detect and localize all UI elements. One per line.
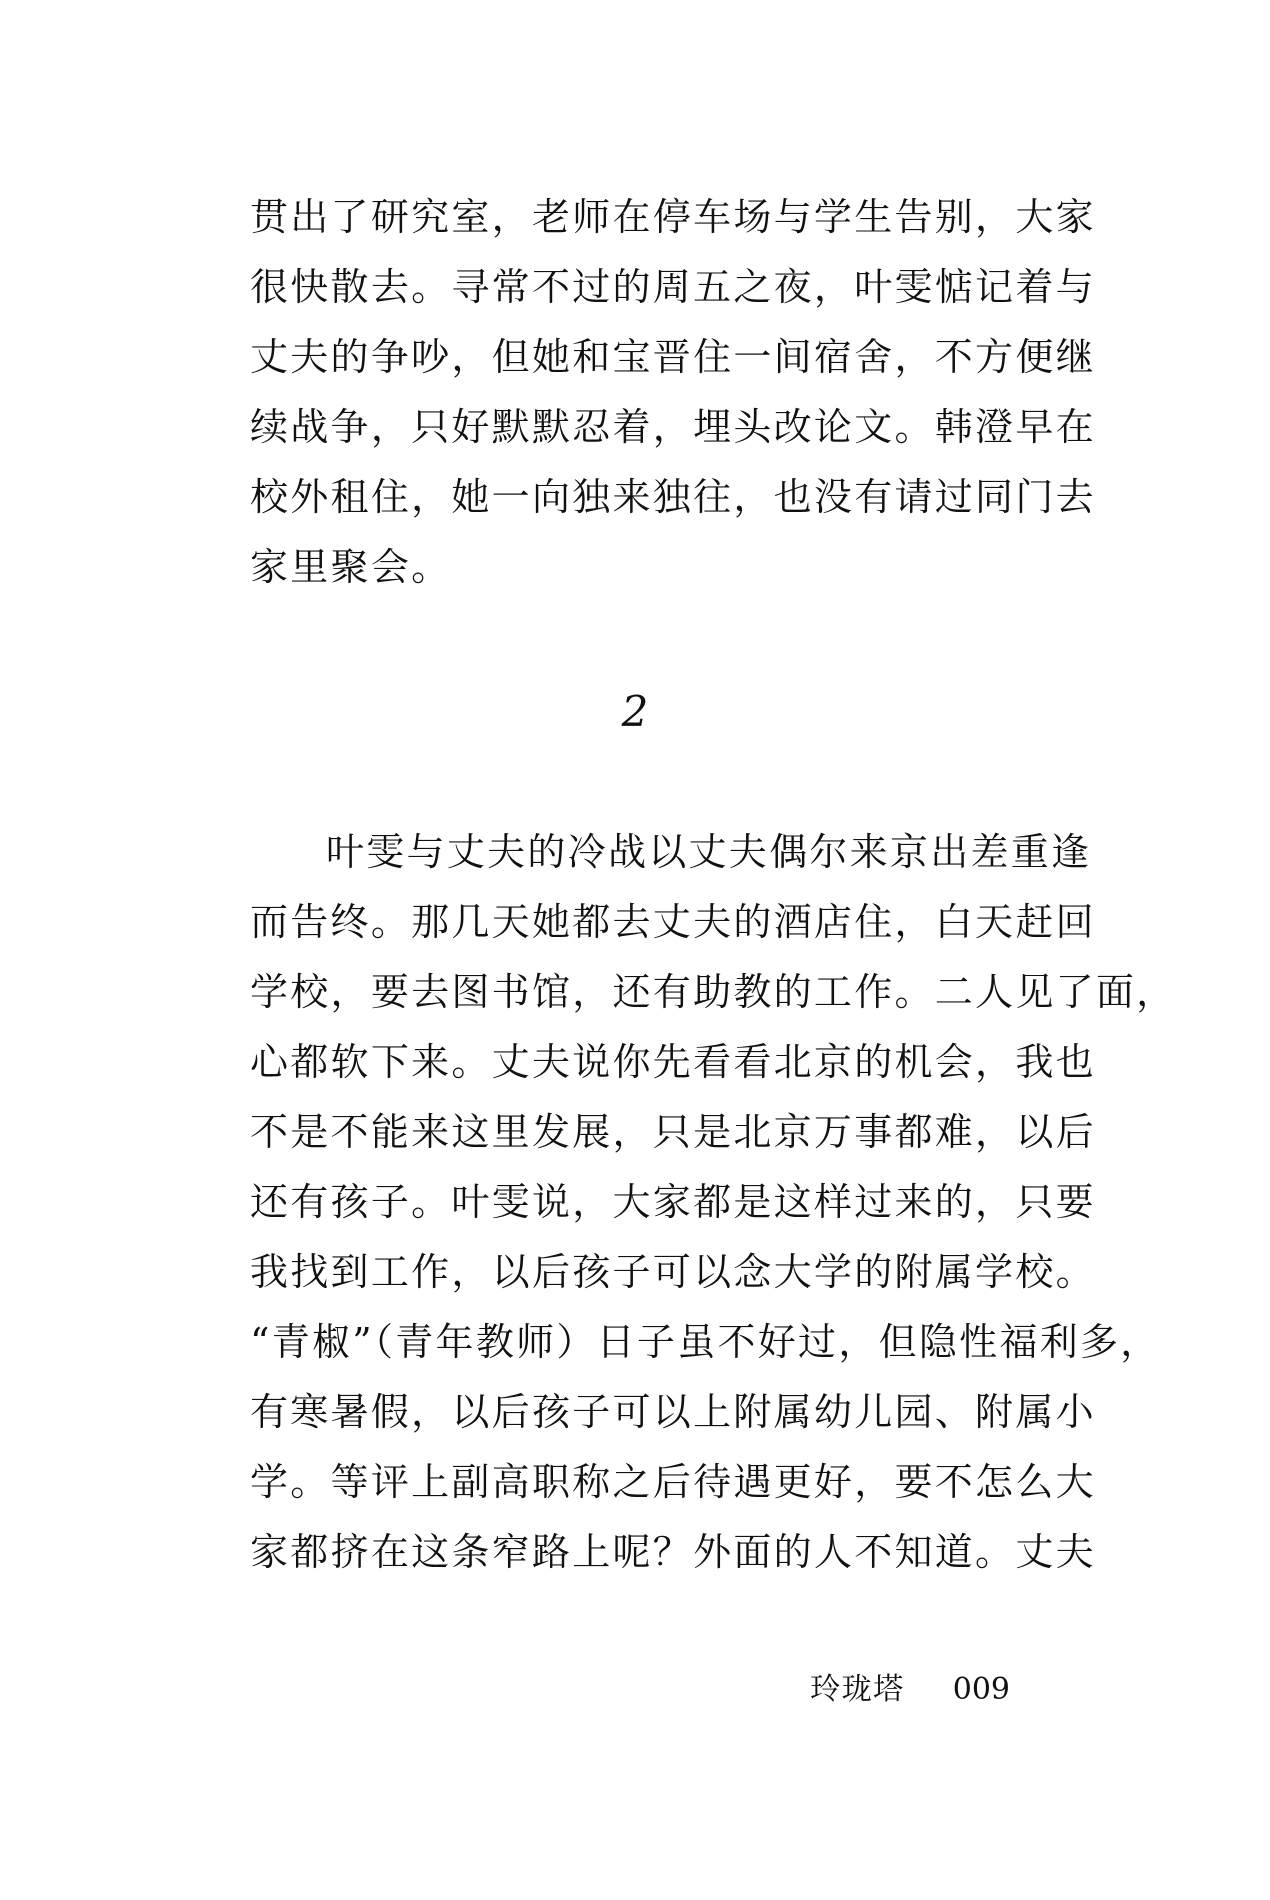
paragraph-line: 心都软下来。丈夫说你先看看北京的机会，我也	[250, 1040, 1096, 1084]
paragraph-line: 我找到工作，以后孩子可以念大学的附属学校。	[250, 1250, 1096, 1294]
paragraph-line: 贯出了研究室，老师在停车场与学生告别，大家	[250, 195, 1096, 239]
page-number: 009	[952, 1672, 1010, 1707]
paragraph-1	[250, 182, 1096, 602]
paragraph-2	[250, 817, 1177, 1587]
paragraph-line: 很快散去。寻常不过的周五之夜，叶雯惦记着与	[250, 265, 1096, 309]
page-footer	[810, 1670, 1010, 1710]
paragraph-line: 家都挤在这条窄路上呢？外面的人不知道。丈夫	[250, 1530, 1096, 1574]
paragraph-line: 学。等评上副高职称之后待遇更好，要不怎么大	[250, 1460, 1096, 1504]
paragraph-line: 丈夫的争吵，但她和宝晋住一间宿舍，不方便继	[250, 335, 1096, 379]
paragraph-line: 叶雯与丈夫的冷战以丈夫偶尔来京出差重逢	[326, 830, 1092, 874]
paragraph-line: 续战争，只好默默忍着，埋头改论文。韩澄早在	[250, 405, 1096, 449]
paragraph-line: “青椒”（青年教师）日子虽不好过，但隐性福利多，	[250, 1320, 1161, 1364]
paragraph-line: 学校，要去图书馆，还有助教的工作。二人见了面，	[250, 970, 1177, 1014]
paragraph-line: 家里聚会。	[250, 545, 452, 589]
paragraph-line: 而告终。那几天她都去丈夫的酒店住，白天赶回	[250, 900, 1096, 944]
paragraph-line: 还有孩子。叶雯说，大家都是这样过来的，只要	[250, 1180, 1096, 1224]
section-number: 2	[621, 687, 649, 736]
paragraph-line: 不是不能来这里发展，只是北京万事都难，以后	[250, 1110, 1096, 1154]
paragraph-line: 校外租住，她一向独来独往，也没有请过同门去	[250, 475, 1096, 519]
paragraph-line: 有寒暑假，以后孩子可以上附属幼儿园、附属小	[250, 1390, 1096, 1434]
book-title: 玲珑塔	[810, 1672, 905, 1707]
